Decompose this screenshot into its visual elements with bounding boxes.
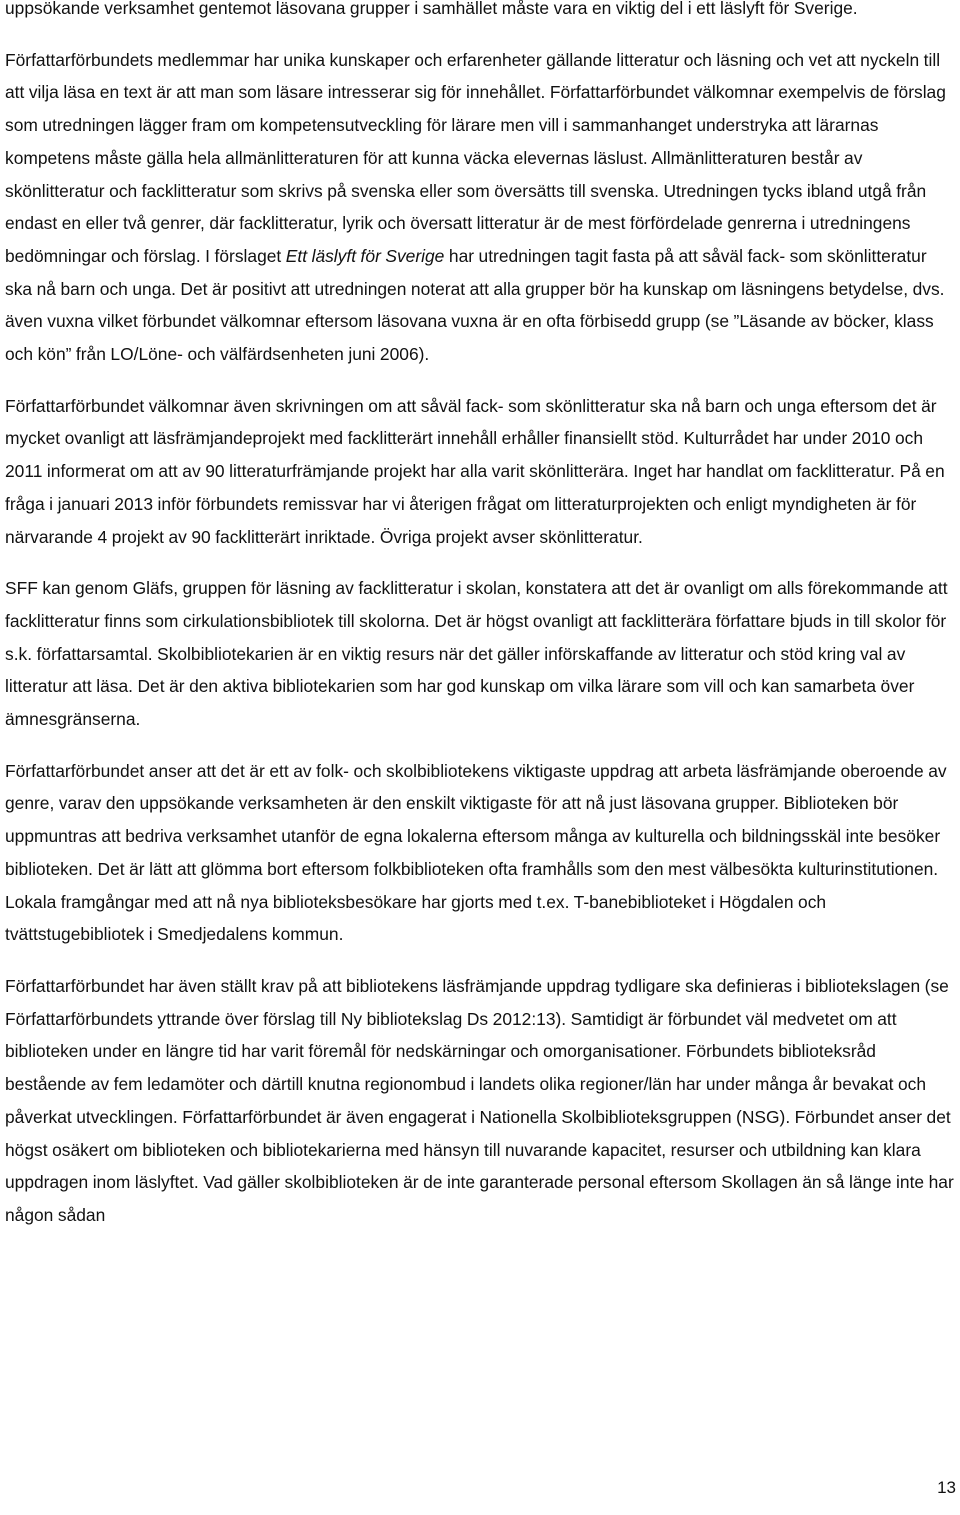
paragraph-2	[5, 44, 958, 371]
paragraph-4	[5, 572, 958, 736]
paragraph-5	[5, 755, 958, 951]
paragraph-6	[5, 970, 958, 1232]
body-text	[5, 0, 958, 1232]
paragraph-6-text: Författarförbundet har även ställt krav på att bibliotekens läsfrämjande uppdrag tydligare ska definieras i bibliotekslagen (se Författarförbundets yttrande över förslag till Ny bibliotekslag Ds 2012:13). Samtidigt är förbundet väl medvetet om att biblioteken under en längre tid har varit föremål för nedskärningar och omorganisationer. Förbundets biblioteksråd bestående av fem ledamöter och därtill knutna regionombud i landets olika regioner/län har under många år bevakat och påverkat utvecklingen. Författarförbundet är även engagerat i Nationella Skolbiblioteksgruppen (NSG). Förbundet anser det högst osäkert om biblioteken och bibliotekarierna med hänsyn till nuvarande kapacitet, resurser och utbildning kan klara uppdragen inom läslyftet. Vad gäller skolbiblioteken är de inte garanterade personal eftersom Skollagen än så länge inte har någon sådan	[5, 975, 954, 1225]
paragraph-4-text: SFF kan genom Gläfs, gruppen för läsning av facklitteratur i skolan, konstatera att det är ovanligt om alls förekommande att facklitteratur finns som cirkulationsbibliotek till skolorna. Det är högst ovanligt att facklitterära författare bjuds in till skolor för s.k. författarsamtal. Skolbibliotekarien är en viktig resurs när det gäller införskaffande av litteratur och stöd kring val av litteratur att läsa. Det är den aktiva bibliotekarien som har god kunskap om vilka lärare som vill och kan samarbeta över ämnesgränserna.	[5, 578, 948, 730]
page-number: 13	[937, 1478, 956, 1497]
paragraph-3-text: Författarförbundet välkomnar även skrivningen om att såväl fack- som skönlitteratur ska nå barn och unga eftersom det är mycket ovanligt att läsfrämjandeprojekt med facklitterärt innehåll erhåller finansiellt stöd. Kulturrådet har under 2010 och 2011 informerat om att av 90 litteraturfrämjande projekt har alla varit skönlitterära. Inget har handlat om facklitteratur. På en fråga i januari 2013 inför förbundets remissvar har vi återigen frågat om litteraturprojekten och enligt myndigheten är för närvarande 4 projekt av 90 facklitterärt inriktade. Övriga projekt avser skönlitteratur.	[5, 395, 945, 547]
paragraph-2-text-a: Författarförbundets medlemmar har unika kunskaper och erfarenheter gällande litteratur och läsning och vet att nyckeln till att vilja läsa en text är att man som läsare intresserar sig för innehållet. Författarförbundet välkomnar exempelvis de förslag som utredningen lägger fram om kompetensutveckling för lärare men vill i sammanhanget understryka att lärarnas kompetens måste gälla hela allmänlitteraturen för att kunna väcka elevernas läslust. Allmänlitteraturen består av skönlitteratur och facklitteratur som skrivs på svenska eller som översätts till svenska. Utredningen tycks ibland utgå från endast en eller två genrer, där facklitteratur, lyrik och översatt litteratur är de mest förfördelade genrerna i utredningens bedömningar och förslag. I förslaget	[5, 49, 946, 266]
report-title-italic: Ett läslyft för Sverige	[285, 245, 445, 266]
paragraph-5-text: Författarförbundet anser att det är ett av folk- och skolbibliotekens viktigaste uppdrag att arbeta läsfrämjande oberoende av genre, varav den uppsökande verksamheten är den enskilt viktigaste för att nå just läsovana grupper. Biblioteken bör uppmuntras att bedriva verksamhet utanför de egna lokalerna eftersom många av kulturella och bildningsskäl inte besöker biblioteken. Det är lätt att glömma bort eftersom folkbiblioteken ofta framhålls som den mest välbesökta kulturinstitutionen. Lokala framgångar med att nå nya biblioteksbesökare har gjorts med t.ex. T-banebiblioteket i Högdalen och tvättstugebibliotek i Smedjedalens kommun.	[5, 760, 947, 945]
paragraph-1	[5, 0, 958, 25]
paragraph-1-text: uppsökande verksamhet gentemot läsovana grupper i samhället måste vara en viktig del i ett läslyft för Sverige.	[5, 0, 858, 18]
paragraph-3	[5, 390, 958, 554]
paragraph-2-text-b: har utredningen tagit fasta på att såväl fack- som skönlitteratur ska nå barn och unga. Det är positivt att utredningen noterat att alla grupper bör ha kunskap om läsningens betydelse, dvs. även vuxna vilket förbundet välkomnar eftersom läsovana vuxna är en ofta förbisedd grupp (se ”Läsande av böcker, klass och kön” från LO/Löne- och välfärdsenheten juni 2006).	[5, 245, 945, 365]
